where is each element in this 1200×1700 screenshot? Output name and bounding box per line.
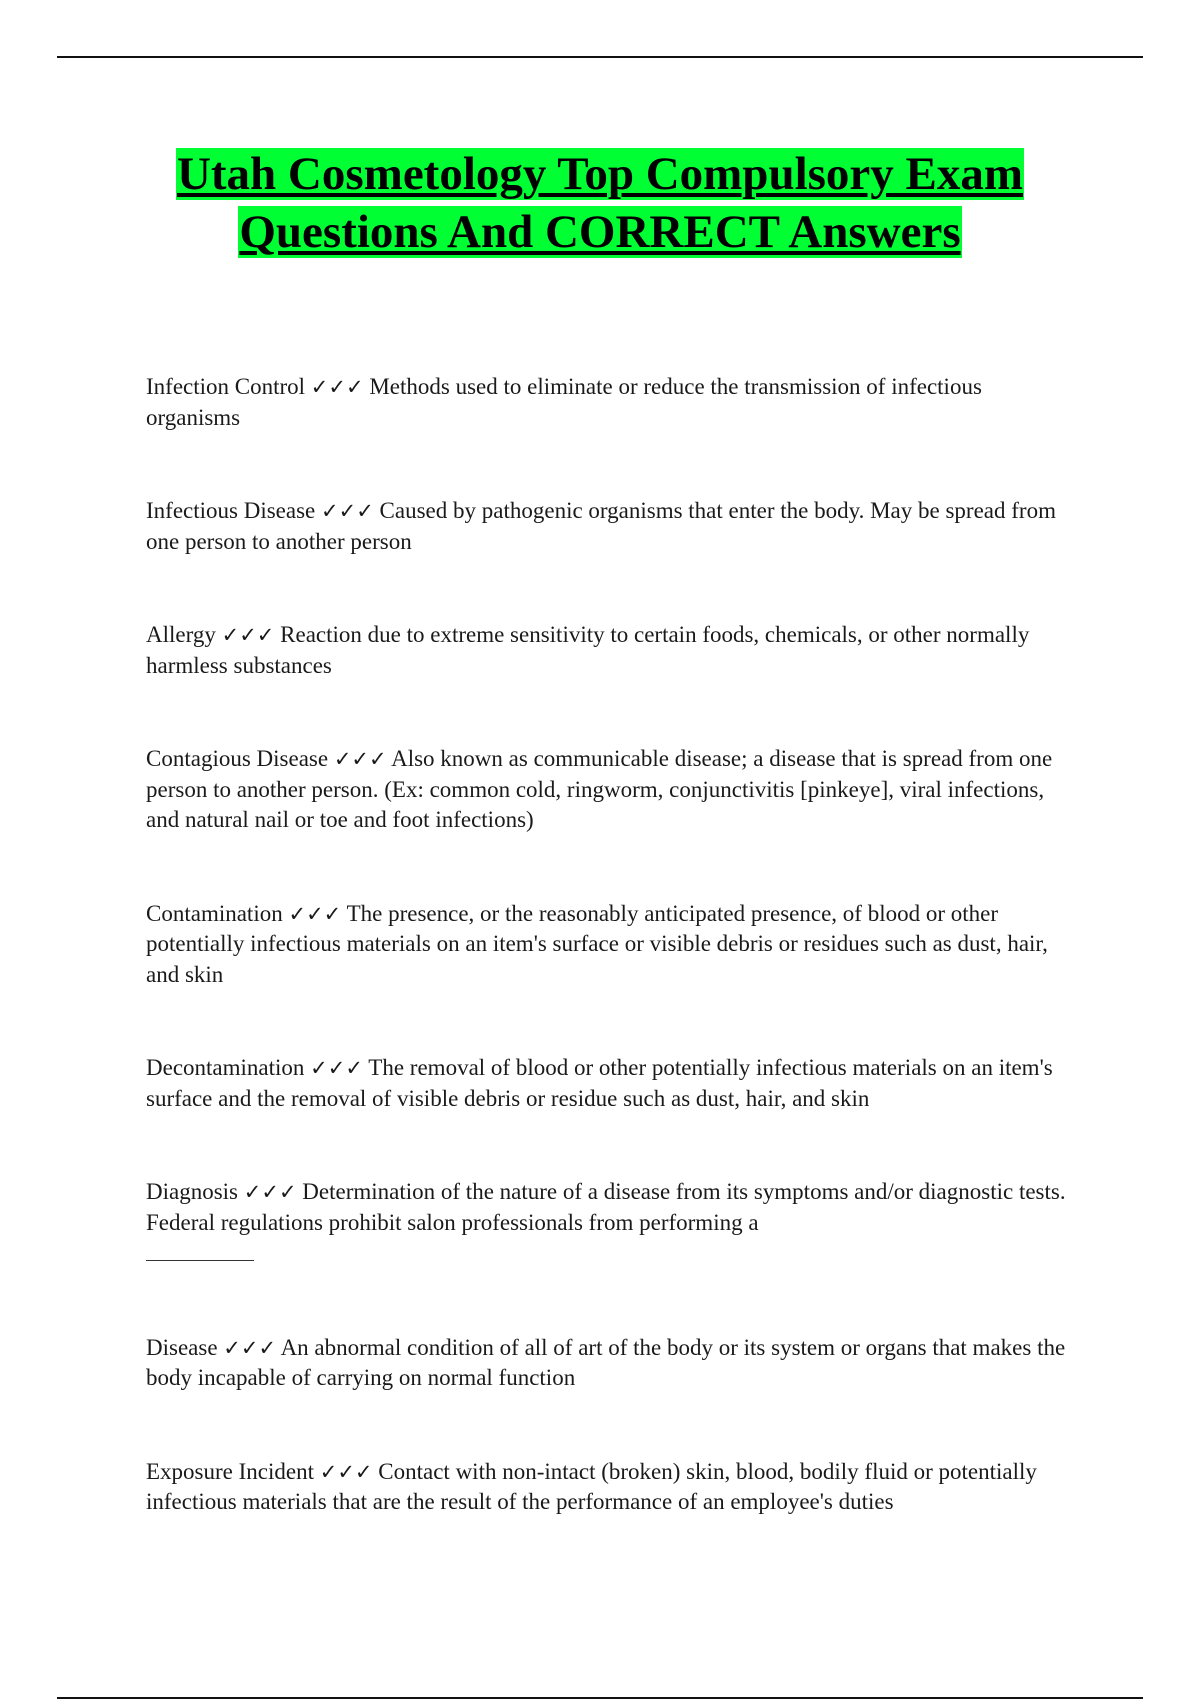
entry-definition: Contact with non-intact (broken) skin, blood, bodily fluid or potentially infectious materials that are the result of the performance of an employee's duties — [146, 1458, 1037, 1514]
qa-entry-decontamination — [146, 1053, 1066, 1114]
check-marks-icon: ✓✓✓ — [319, 1459, 373, 1484]
qa-entry-exposure-incident — [146, 1457, 1066, 1518]
entry-definition: An abnormal condition of all of art of the body or its system or organs that makes the body incapable of carrying on normal function — [146, 1334, 1066, 1390]
document-title — [60, 145, 1140, 261]
title-line-1: Utah Cosmetology Top Compulsory Exam — [176, 148, 1024, 200]
qa-entry-contagious-disease — [146, 744, 1066, 836]
entry-definition: The presence, or the reasonably anticipated presence, of blood or other potentially infectious materials on an item's surface or visible debris or residues such as dust, hair, and skin — [146, 900, 1048, 987]
entry-definition: The removal of blood or other potentially infectious materials on an item's surface and the removal of visible debris or residue such as dust, hair, and skin — [146, 1055, 1053, 1111]
entry-term: Infection Control — [146, 374, 306, 399]
top-rule — [57, 56, 1143, 58]
entry-term: Decontamination — [146, 1055, 305, 1080]
check-marks-icon: ✓✓✓ — [288, 901, 342, 926]
check-marks-icon: ✓✓✓ — [321, 499, 374, 523]
entry-term: Contagious Disease — [146, 746, 329, 771]
fill-in-blank-line — [146, 1238, 254, 1261]
entry-definition: Also known as communicable disease; a disease that is spread from one person to another person. (Ex: common cold, ringworm, conjunctivitis [pinkeye], viral infections, and natural nail or toe and foot infections) — [146, 746, 1053, 832]
entry-definition: Methods used to eliminate or reduce the transmission of infectious organisms — [146, 374, 982, 430]
title-line-2: Questions And CORRECT Answers — [239, 206, 961, 258]
entry-term: Allergy — [146, 622, 216, 647]
qa-entry-infection-control — [146, 372, 1066, 433]
check-marks-icon: ✓✓✓ — [221, 623, 275, 647]
entry-definition: Determination of the nature of a disease from its symptoms and/or diagnostic tests. Federal regulations prohibit salon professionals from performing a — [146, 1179, 1066, 1235]
entry-term: Contamination — [146, 900, 283, 926]
qa-list — [146, 372, 1066, 1518]
check-marks-icon: ✓✓✓ — [243, 1180, 297, 1204]
qa-entry-diagnosis — [146, 1177, 1066, 1270]
qa-entry-allergy — [146, 620, 1066, 681]
qa-entry-infectious-disease — [146, 496, 1066, 557]
entry-term: Infectious Disease — [146, 498, 316, 523]
entry-definition: Caused by pathogenic organisms that enter the body. May be spread from one person to another person — [146, 498, 1056, 554]
qa-entry-disease — [146, 1333, 1066, 1394]
bottom-rule — [57, 1697, 1143, 1699]
check-marks-icon: ✓✓✓ — [310, 1056, 363, 1080]
entry-definition: Reaction due to extreme sensitivity to certain foods, chemicals, or other normally harmless substances — [146, 622, 1030, 678]
entry-term: Exposure Incident — [146, 1458, 314, 1484]
check-marks-icon: ✓✓✓ — [333, 747, 387, 771]
entry-term: Diagnosis — [146, 1179, 238, 1204]
qa-entry-contamination — [146, 899, 1066, 991]
check-marks-icon: ✓✓✓ — [223, 1335, 277, 1360]
check-marks-icon: ✓✓✓ — [310, 375, 364, 399]
entry-term: Disease — [146, 1334, 218, 1360]
